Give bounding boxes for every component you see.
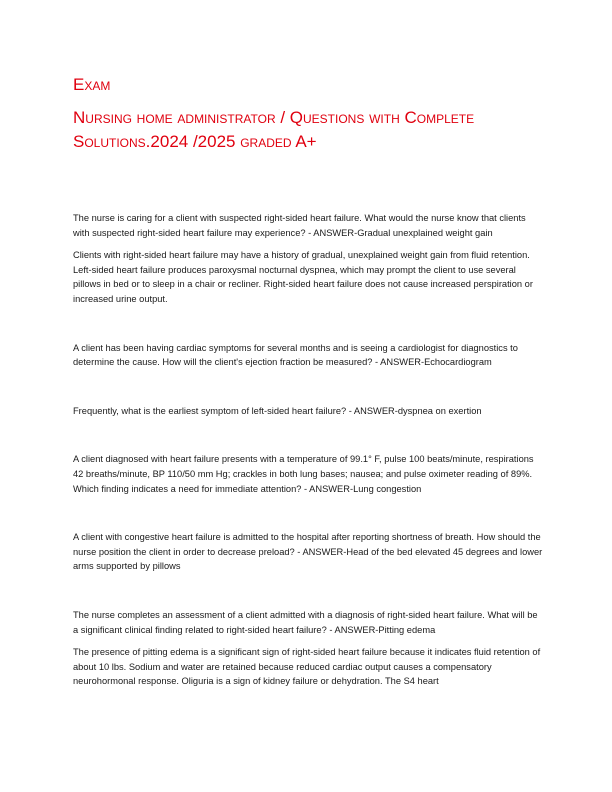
document-title [73,74,543,154]
question-paragraph: A client diagnosed with heart failure presents with a temperature of 99.1° F, pulse 100 beats/minute, respirations 42 breaths/minute, BP 110/50 mm Hg; crackles in both lung bases; nausea; and pulse oximeter reading of 89%. Which finding indicates a need for immediate attention? - ANSWER-Lung congestion [73,454,534,494]
question-paragraph: Frequently, what is the earliest symptom of left-sided heart failure? - ANSWER-dyspnea on exertion [73,405,482,416]
question-paragraph: A client has been having cardiac symptoms for several months and is seeing a cardiologist for diagnostics to determine the cause. How will the client's ejection fraction be measured? - ANSWER-Echocardiogram [73,342,518,368]
explanation-paragraph: The presence of pitting edema is a significant sign of right-sided heart failure because it indicates fluid retention of about 10 lbs. Sodium and water are retained because reduced cardiac output causes a compensatory neurohormonal response. Oliguria is a sign of kidney failure or dehydration. The S4 heart [73,647,541,687]
title-line-subject: Nursing home administrator / Questions with Complete [73,108,475,127]
explanation-paragraph: Clients with right-sided heart failure may have a history of gradual, unexplained weight gain from fluid retention. Left-sided heart failure produces paroxysmal nocturnal dyspnea, which may prompt the client to use several pillows in bed or to sleep in a chair or recliner. Right-sided heart failure does not cause increased perspiration or increased urine output. [73,250,533,304]
document-body [73,211,543,697]
question-paragraph: A client with congestive heart failure is admitted to the hospital after reporting shortness of breath. How should the nurse position the client in order to decrease preload? - ANSWER-Head of the bed elevated 45 degrees and lower arms supported by pillows [73,532,543,572]
title-line-year: Solutions.2024 /2025 graded A+ [73,132,317,151]
title-line-exam: Exam [73,75,111,94]
question-paragraph: The nurse is caring for a client with suspected right-sided heart failure. What would the nurse know that clients with suspected right-sided heart failure may experience? - ANSWER-Gradual unexplained weight gain [73,213,526,238]
question-paragraph: The nurse completes an assessment of a client admitted with a diagnosis of right-sided heart failure. What will be a significant clinical finding related to right-sided heart failure? - ANSWER-Pitting edema [73,609,538,635]
